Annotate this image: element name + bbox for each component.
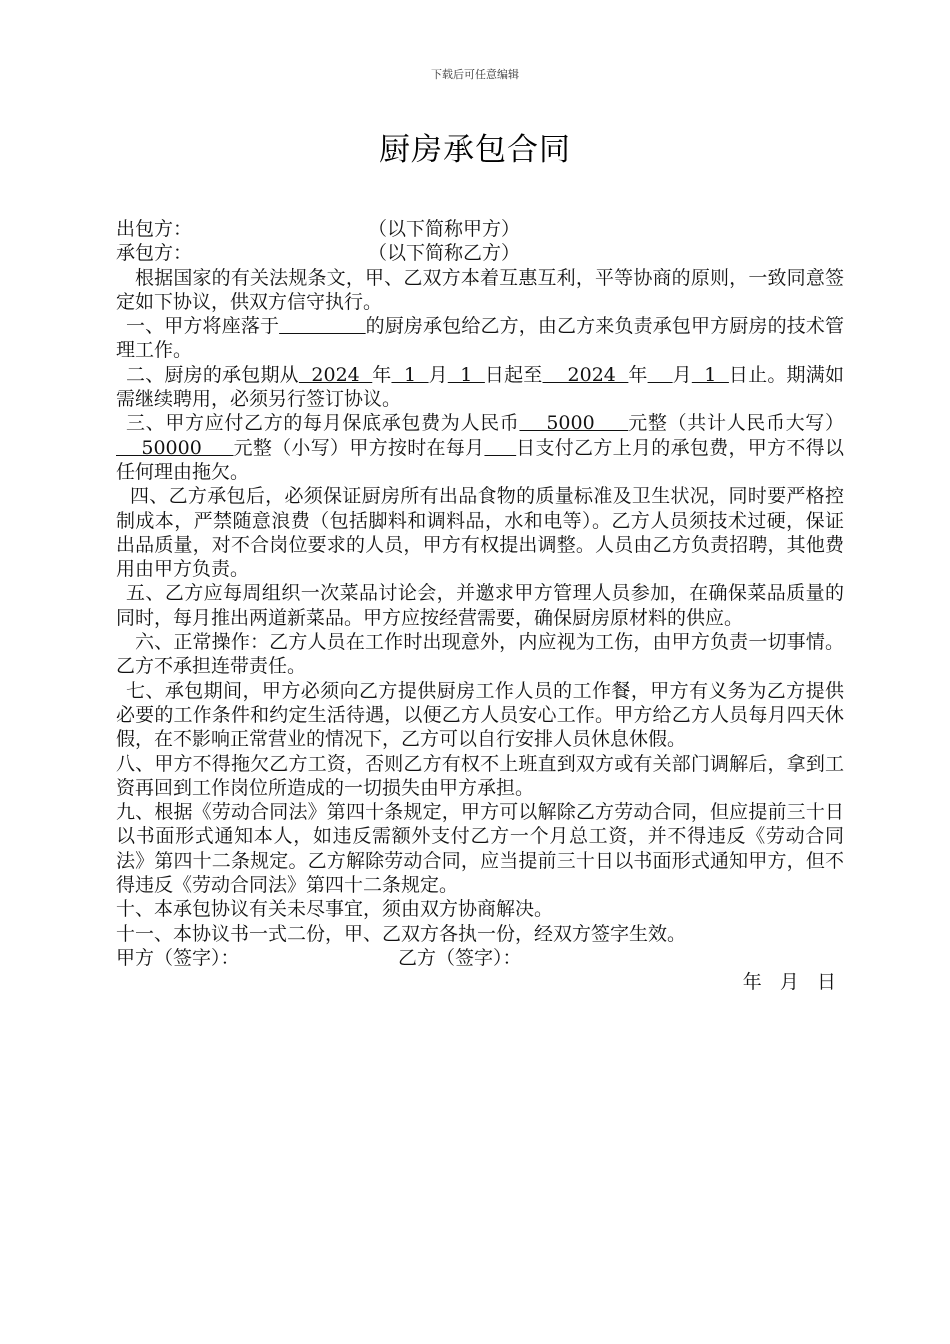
clause-3-mid2: 元整（小写）甲方按时在每月 bbox=[233, 436, 485, 459]
clause-6: 六、正常操作：乙方人员在工作时出现意外，内应视为工伤，由甲方负责一切事情。乙方不承担连带责任。 bbox=[116, 631, 844, 678]
start-day: 1 bbox=[447, 363, 485, 386]
document-title: 厨房承包合同 bbox=[379, 132, 571, 168]
clause-11: 十一、本协议书一式二份，甲、乙双方各执一份，经双方签字生效。 bbox=[116, 922, 687, 945]
party-b-label: 承包方： bbox=[116, 242, 193, 265]
contract-body bbox=[116, 217, 844, 995]
signature-line bbox=[116, 946, 844, 970]
party-b-signature: 乙方（签字）： bbox=[398, 946, 522, 969]
clause-1-prefix: 一、甲方将座落于 bbox=[126, 315, 280, 338]
month-label-1: 月 bbox=[428, 363, 448, 386]
clause-10: 十、本承包协议有关未尽事宜，须由双方协商解决。 bbox=[116, 898, 554, 921]
start-month: 1 bbox=[391, 363, 429, 386]
end-year: 2024 bbox=[542, 363, 629, 386]
party-a-note: （以下简称甲方） bbox=[368, 218, 521, 240]
start-year: 2024 bbox=[298, 363, 373, 386]
amount-uppercase: 5000 bbox=[519, 412, 629, 435]
clause-7: 七、承包期间，甲方必须向乙方提供厨房工作人员的工作餐，甲方有义务为乙方提供必要的工作条件和约定生活待遇，以便乙方人员安心工作。甲方给乙方人员每月四天休假，在不影响正常营业的情况下，乙方可以自行安排人员休息休假。 bbox=[116, 679, 844, 751]
clause-2-suffix: 日止。期满如需继续聘用，必须另行签订协议。 bbox=[116, 363, 844, 411]
party-b-line bbox=[116, 241, 844, 265]
date-line: 年 月 日 bbox=[742, 971, 836, 994]
pay-day-blank bbox=[484, 437, 516, 459]
location-blank bbox=[279, 315, 366, 337]
preamble: 根据国家的有关法规条文，甲、乙双方本着互惠互利，平等协商的原则，一致同意签定如下协议，供双方信守执行。 bbox=[116, 266, 844, 313]
header-note: 下载后可任意编辑 bbox=[431, 68, 519, 81]
clause-4: 四、乙方承包后，必须保证厨房所有出品食物的质量标准及卫生状况，同时要严格控制成本，严禁随意浪费（包括脚料和调料品，水和电等）。乙方人员须技术过硬，保证出品质量，对不合岗位要求的人员，甲方有权提出调整。人员由乙方负责招聘，其他费用由甲方负责。 bbox=[116, 485, 844, 581]
clause-3-suffix: 日支付乙方上月的承包费，甲方不得以任何理由拖欠。 bbox=[116, 436, 844, 483]
clause-1 bbox=[116, 314, 844, 363]
clause-8: 八、甲方不得拖欠乙方工资，否则乙方有权不上班直到双方或有关部门调解后，拿到工资再回到工作岗位所造成的一切损失由甲方承担。 bbox=[116, 752, 844, 799]
clause-3-prefix: 三、甲方应付乙方的每月保底承包费为人民币 bbox=[126, 412, 520, 435]
clause-2-mid: 日起至 bbox=[484, 363, 543, 386]
clause-3 bbox=[116, 411, 844, 484]
amount-lowercase: 50000 bbox=[116, 436, 234, 459]
end-day: 1 bbox=[691, 363, 729, 386]
party-b-note: （以下简称乙方） bbox=[368, 242, 521, 265]
clause-3-mid: 元整（共计人民币大写） bbox=[628, 412, 844, 435]
clause-1-suffix: 的厨房承包给乙方，由乙方来负责承包甲方厨房的技术管理工作。 bbox=[116, 315, 844, 362]
party-a-signature: 甲方（签字）： bbox=[116, 946, 240, 969]
year-label-1: 年 bbox=[372, 363, 392, 386]
end-month bbox=[648, 364, 673, 386]
party-a-line bbox=[116, 217, 844, 241]
clause-2 bbox=[116, 363, 844, 412]
party-a-label: 出包方： bbox=[116, 218, 193, 240]
month-label-2: 月 bbox=[672, 363, 692, 386]
year-label-2: 年 bbox=[628, 363, 648, 386]
clause-2-prefix: 二、厨房的承包期从 bbox=[126, 363, 299, 386]
clause-5: 五、乙方应每周组织一次菜品讨论会，并邀求甲方管理人员参加，在确保菜品质量的同时，每月推出两道新菜品。甲方应按经营需要，确保厨房原材料的供应。 bbox=[116, 582, 844, 629]
clause-9: 九、根据《劳动合同法》第四十条规定，甲方可以解除乙方劳动合同，但应提前三十日以书面形式通知本人，如违反需额外支付乙方一个月总工资，并不得违反《劳动合同法》第四十二条规定。乙方解除劳动合同，应当提前三十日以书面形式通知甲方，但不得违反《劳动合同法》第四十二条规定。 bbox=[116, 801, 844, 897]
